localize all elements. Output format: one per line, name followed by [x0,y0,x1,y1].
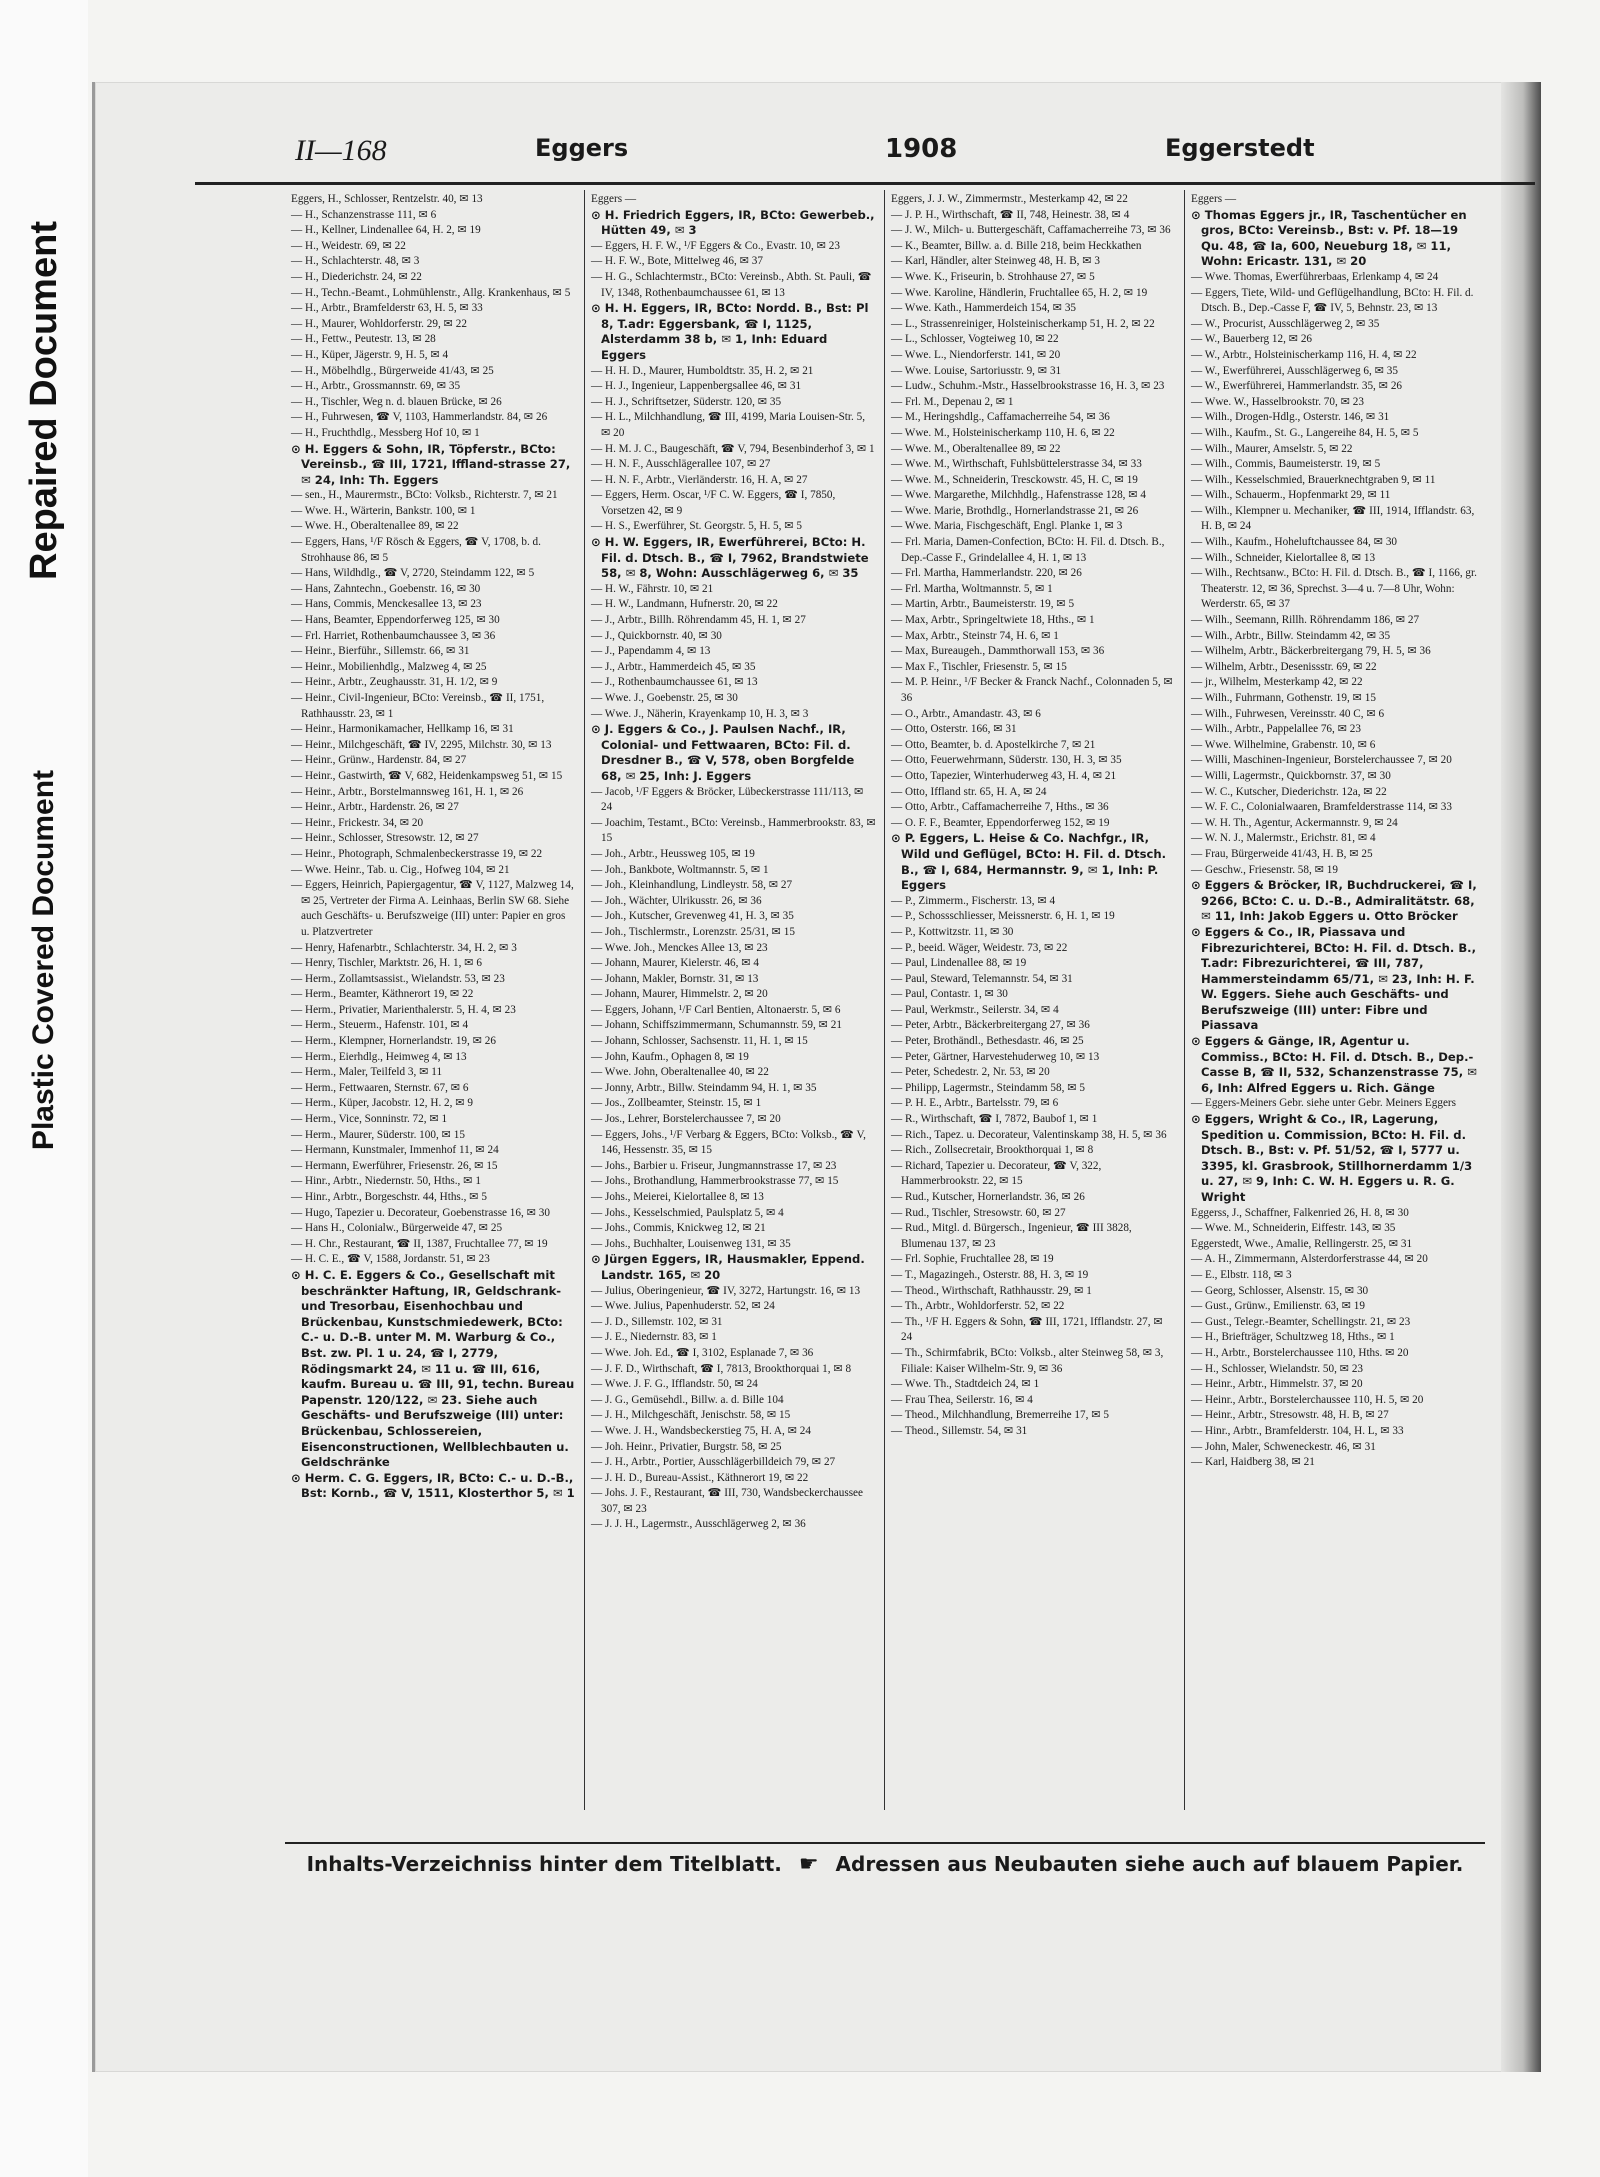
directory-entry: — Ludw., Schuhm.-Mstr., Hasselbrookstrasse 16, H. 3, ✉ 23 [891,380,1165,393]
directory-entry: — Rud., Tischler, Stresowstr. 60, ✉ 27 [891,1206,1066,1219]
directory-entry: — H., Arbtr., Borstelerchaussee 110, Hths. ✉ 20 [1191,1346,1409,1359]
directory-entry: — Wwe. Th., Stadtdeich 24, ✉ 1 [891,1378,1040,1391]
directory-entry: — sen., H., Maurermstr., BCto: Volksb., Richterstr. 7, ✉ 21 [291,489,558,502]
directory-entry: — Theod., Milchhandlung, Bremerreihe 17, ✉ 5 [891,1409,1109,1422]
directory-entry: — Wwe. Karoline, Händlerin, Fruchtallee 65, H. 2, ✉ 19 [891,286,1148,299]
directory-entry: — Heinr., Frickestr. 34, ✉ 20 [291,816,424,829]
directory-entry: — P., beeid. Wäger, Weidestr. 73, ✉ 22 [891,941,1068,954]
directory-entry: — W., Ewerführerei, Ausschlägerweg 6, ✉ 35 [1191,364,1398,377]
directory-entry: — Peter, Schedestr. 2, Nr. 53, ✉ 20 [891,1066,1050,1079]
directory-entry: — Wilh., Arbtr., Billw. Steindamm 42, ✉ 35 [1191,629,1391,642]
directory-entry: — Paul, Lindenallee 88, ✉ 19 [891,957,1027,970]
directory-entry: — Wwe. John, Oberaltenallee 40, ✉ 22 [591,1066,769,1079]
directory-entry: — Johs., Kesselschmied, Paulsplatz 5, ✉ 4 [591,1206,784,1219]
directory-entry: — Wilh., Klempner u. Mechaniker, ☎ III, 1914, Ifflandstr. 63, H. B, ✉ 24 [1191,504,1475,533]
firm-entry: ⊙ H. H. Eggers, IR, BCto: Nordd. B., Bst: Pl 8, T.adr: Eggersbank, ☎ I, 1125, Alsterdamm 38 b, ✉ 1, Inh: Eduard Eggers [591,301,869,362]
directory-entry: — H., Schlosser, Wielandstr. 50, ✉ 23 [1191,1362,1364,1375]
directory-entry: Eggers, H., Schlosser, Rentzelstr. 40, ✉ 13 [291,193,483,205]
directory-entry: — W., Arbtr., Holsteinischerkamp 116, H. 4, ✉ 22 [1191,348,1417,361]
header-left-word: Eggers [535,134,629,162]
directory-entry: — Otto, Osterstr. 166, ✉ 31 [891,723,1017,736]
directory-entry: — Paul, Contastr. 1, ✉ 30 [891,988,1008,1001]
directory-entry: — Joh., Kleinhandlung, Lindleystr. 58, ✉ 27 [591,879,793,892]
directory-entry: — E., Elbstr. 118, ✉ 3 [1191,1268,1292,1281]
directory-entry: — Johs., Buchhalter, Louisenweg 131, ✉ 35 [591,1237,791,1250]
directory-entry: — J., Rothenbaumchaussee 61, ✉ 13 [591,676,758,689]
directory-entry: — Hinr., Arbtr., Bramfelderstr. 104, H. L, ✉ 33 [1191,1424,1404,1437]
directory-entry: — J., Quickbornstr. 40, ✉ 30 [591,629,722,642]
directory-entry: — J. H. D., Bureau-Assist., Käthnerort 19, ✉ 22 [591,1471,809,1484]
directory-entry: — Herm., Maler, Teilfeld 3, ✉ 11 [291,1066,443,1079]
directory-entry: — H. N. F., Arbtr., Vierländerstr. 16, H. A, ✉ 27 [591,473,808,486]
directory-entry: — J., Arbtr., Billh. Röhrendamm 45, H. 1, ✉ 27 [591,614,806,627]
directory-entry: — A. H., Zimmermann, Alsterdorferstrasse 44, ✉ 20 [1191,1253,1428,1266]
directory-entry: — Paul, Steward, Telemannstr. 54, ✉ 31 [891,972,1073,985]
firm-entry: ⊙ Jürgen Eggers, IR, Hausmakler, Eppend. Landstr. 165, ✉ 20 [591,1252,865,1282]
directory-entry: — Wwe. Joh. Ed., ☎ I, 3102, Esplanade 7, ✉ 36 [591,1346,814,1359]
directory-entry: — Wwe. Heinr., Tab. u. Cig., Hofweg 104, ✉ 21 [291,863,510,876]
directory-entry: — O. F. F., Beamter, Eppendorferweg 152, ✉ 19 [891,816,1110,829]
directory-entry: — Max, Arbtr., Springeltwiete 18, Hths., ✉ 1 [891,614,1095,627]
directory-entry: — Wwe. K., Friseurin, b. Strohhause 27, ✉ 5 [891,270,1095,283]
directory-entry: — Wilh., Rechtsanw., BCto: H. Fil. d. Dtsch. B., ☎ I, 1166, gr. Theaterstr. 12, ✉ 36, Sprechst. 3—4 u. 7—8 Uhr, Wohn: Werderstr. 65, ✉ 37 [1191,567,1477,611]
firm-entry: ⊙ Herm. C. G. Eggers, IR, BCto: C.- u. D.-B., Bst: Kornb., ☎ V, 1511, Klosterthor 5, ✉ 1 [291,1470,575,1501]
directory-entry: — J., Papendamm 4, ✉ 13 [591,645,711,658]
directory-entry: — Willi, Lagermstr., Quickbornstr. 37, ✉ 30 [1191,769,1391,782]
scanned-page [92,82,1541,2072]
directory-entry: — H., Kellner, Lindenallee 64, H. 2, ✉ 19 [291,224,481,237]
directory-entry: — Eggers-Meiners Gebr. siehe unter Gebr. Meiners Eggers [1191,1097,1457,1110]
directory-entry: — H., Schlachterstr. 48, ✉ 3 [291,255,420,268]
page-footer [285,1842,1485,1877]
directory-entry: — H., Tischler, Weg n. d. blauen Brücke, ✉ 26 [291,395,502,408]
directory-entry: — J. G., Gemüsehdl., Billw. a. d. Bille 104 [591,1393,784,1406]
directory-entry: — Johann, Maurer, Kielerstr. 46, ✉ 4 [591,957,760,970]
directory-entry: — Herm., Maurer, Süderstr. 100, ✉ 15 [291,1128,465,1141]
directory-entry: — Hans, Commis, Menckesallee 13, ✉ 23 [291,598,482,611]
page-header [195,124,1535,185]
directory-entry: — H., Möbelhdlg., Bürgerweide 41/43, ✉ 25 [291,364,494,377]
page-number: II—168 [295,134,387,167]
directory-entry: — J. H., Milchgeschäft, Jenischstr. 58, ✉ 15 [591,1409,791,1422]
plastic-covered-label [4,690,84,1230]
directory-entry: — Wwe. H., Wärterin, Bankstr. 100, ✉ 1 [291,504,476,517]
directory-entry: — Herm., Küper, Jacobstr. 12, H. 2, ✉ 9 [291,1097,473,1110]
directory-entry: — Wwe. M., Schneiderin, Eiffestr. 143, ✉ 35 [1191,1222,1396,1235]
directory-entry: — Johs., Barbier u. Friseur, Jungmannstrasse 17, ✉ 23 [591,1159,837,1172]
directory-entry: — Otto, Tapezier, Winterhuderweg 43, H. 4, ✉ 21 [891,769,1117,782]
directory-entry: — Eggers, Johann, ¹/F Carl Bentien, Altonaerstr. 5, ✉ 6 [591,1003,841,1016]
directory-entry: — Herm., Eierhdlg., Heimweg 4, ✉ 13 [291,1050,467,1063]
directory-entry: — Wilh., Fuhrmann, Gothenstr. 19, ✉ 15 [1191,692,1376,704]
directory-entry: — H., Diederichstr. 24, ✉ 22 [291,270,422,283]
directory-entry: — Wwe. Thomas, Ewerführerbaas, Erlenkamp 4, ✉ 24 [1191,270,1439,283]
directory-entry: — Joh., Kutscher, Grevenweg 41, H. 3, ✉ 35 [591,910,794,923]
directory-entry: — W. N. J., Malermstr., Erichstr. 81, ✉ 4 [1191,832,1376,845]
directory-entry: — Joh., Wächter, Ulrikusstr. 26, ✉ 36 [591,894,762,907]
directory-entry: — Theod., Sillemstr. 54, ✉ 31 [891,1424,1028,1437]
directory-entry: — Martin, Arbtr., Baumeisterstr. 19, ✉ 5 [891,598,1075,611]
directory-entry: — Herm., Vice, Sonninstr. 72, ✉ 1 [291,1113,448,1126]
directory-entry: — Henry, Hafenarbtr., Schlachterstr. 34, H. 2, ✉ 3 [291,941,517,954]
directory-entry: — Hugo, Tapezier u. Decorateur, Goebenstrasse 16, ✉ 30 [291,1206,550,1219]
directory-entry: — H., Küper, Jägerstr. 9, H. 5, ✉ 4 [291,348,449,361]
directory-entry: — P., Schossschliesser, Meissnerstr. 6, H. 1, ✉ 19 [891,910,1115,923]
directory-entry: — Frau Thea, Seilerstr. 16, ✉ 4 [891,1393,1033,1406]
footer-index-note: Inhalts-Verzeichniss hinter dem Titelblatt. [306,1852,782,1876]
directory-entry: — Hinr., Arbtr., Borgeschstr. 44, Hths., ✉ 5 [291,1191,487,1203]
directory-entry: — Georg, Schlosser, Alsenstr. 15, ✉ 30 [1191,1284,1369,1297]
directory-entry: — Johs. J. F., Restaurant, ☎ III, 730, Wandsbeckerchaussee 307, ✉ 23 [591,1487,863,1515]
directory-entry: — H. C. E., ☎ V, 1588, Jordanstr. 51, ✉ 23 [291,1253,490,1266]
directory-entry: — Heinr., Civil-Ingenieur, BCto: Vereinsb., ☎ II, 1751, Rathhausstr. 23, ✉ 1 [291,692,545,720]
directory-entry: — Heinr., Schlosser, Stresowstr. 12, ✉ 27 [291,832,479,845]
directory-entry: — Wilh., Kaufm., St. G., Langereihe 84, H. 5, ✉ 5 [1191,426,1419,439]
directory-entry: — Jonny, Arbtr., Billw. Steindamm 94, H. 1, ✉ 35 [591,1081,817,1094]
directory-entry: — Hinr., Arbtr., Niedernstr. 50, Hths., ✉ 1 [291,1175,481,1188]
directory-entry: — Otto, Iffland str. 65, H. A, ✉ 24 [891,785,1047,798]
directory-entry: — H. H. D., Maurer, Humboldtstr. 35, H. 2, ✉ 21 [591,364,814,377]
directory-entry: — W. F. C., Colonialwaaren, Bramfelderstrasse 114, ✉ 33 [1191,801,1452,814]
firm-entry: ⊙ H. Eggers & Sohn, IR, Töpferstr., BCto: Vereinsb., ☎ III, 1721, Iffland-strasse 27, ✉ 24, Inh: Th. Eggers [291,441,571,487]
directory-entry: — Henry, Tischler, Marktstr. 26, H. 1, ✉ 6 [291,957,482,970]
directory-entry: — Heinr., Arbtr., Zeughausstr. 31, H. 1/2, ✉ 9 [291,676,498,689]
directory-entry: — Max F., Tischler, Friesenstr. 5, ✉ 15 [891,660,1067,673]
directory-entry: — Rich., Tapez. u. Decorateur, Valentinskamp 38, H. 5, ✉ 36 [891,1128,1167,1141]
directory-entry: — Heinr., Arbtr., Borstelerchaussee 110, H. 5, ✉ 20 [1191,1393,1424,1406]
directory-entry: — John, Maler, Schweneckestr. 46, ✉ 31 [1191,1440,1376,1453]
directory-entry: — H., Briefträger, Schultzweg 18, Hths., ✉ 1 [1191,1331,1395,1344]
directory-entry: — Julius, Oberingenieur, ☎ IV, 3272, Hartungstr. 16, ✉ 13 [591,1284,861,1297]
directory-entry: — Max, Bureaugeh., Dammthorwall 153, ✉ 36 [891,645,1105,658]
footer-new-buildings-note: Adressen aus Neubauten siehe auch auf blauem Papier. [835,1852,1464,1876]
directory-entry: — H. S., Ewerführer, St. Georgstr. 5, H. 5, ✉ 5 [591,520,803,533]
directory-entry: — Rud., Kutscher, Hornerlandstr. 36, ✉ 26 [891,1191,1085,1203]
directory-entry: — Eggers, Herm. Oscar, ¹/F C. W. Eggers, ☎ I, 7850, Vorsetzen 42, ✉ 9 [591,489,836,517]
directory-entry: — Hermann, Kunstmaler, Immenhof 11, ✉ 24 [291,1144,499,1157]
directory-entry: — Wwe. Margarethe, Milchhdlg., Hafenstrasse 128, ✉ 4 [891,489,1147,502]
directory-entry: — Wilh., Arbtr., Pappelallee 76, ✉ 23 [1191,723,1361,736]
column-3 [885,190,1185,1810]
directory-entry: — W., Ewerführerei, Hammerlandstr. 35, ✉ 26 [1191,380,1403,393]
directory-entry: — J. E., Niedernstr. 83, ✉ 1 [591,1331,717,1344]
directory-entry: — Karl, Haidberg 38, ✉ 21 [1191,1456,1315,1469]
directory-entry: — W., Bauerberg 12, ✉ 26 [1191,333,1313,346]
directory-entry: — Heinr., Arbtr., Himmelstr. 37, ✉ 20 [1191,1378,1363,1391]
directory-entry: — Wilh., Commis, Baumeisterstr. 19, ✉ 5 [1191,458,1381,471]
directory-entry: — Jacob, ¹/F Eggers & Bröcker, Lübeckerstrasse 111/113, ✉ 24 [591,785,864,814]
directory-entry: — Otto, Arbtr., Caffamacherreihe 7, Hths., ✉ 36 [891,801,1109,814]
directory-entry: — K., Beamter, Billw. a. d. Bille 218, beim Heckkathen [891,239,1142,252]
directory-entry: — Eggers, H. F. W., ¹/F Eggers & Co., Evastr. 10, ✉ 23 [591,239,840,252]
directory-entry: — Heinr., Grünw., Hardenstr. 84, ✉ 27 [291,754,467,767]
column-2 [585,190,885,1810]
firm-entry: ⊙ Thomas Eggers jr., IR, Taschentücher en gros, BCto: Vereinsb., Bst: v. Pf. 18—19 Qu. 48, ☎ Ia, 600, Neueburg 18, ✉ 11, Wohn: Ericastr. 131, ✉ 20 [1191,207,1467,269]
directory-entry: — Wwe. M., Wirthschaft, Fuhlsbüttelerstrasse 34, ✉ 33 [891,458,1142,471]
directory-entry: — Philipp, Lagermstr., Steindamm 58, ✉ 5 [891,1081,1085,1094]
directory-entry: — Herm., Fettwaaren, Sternstr. 67, ✉ 6 [291,1081,469,1094]
directory-entry: — H. J., Schriftsetzer, Süderstr. 120, ✉ 35 [591,395,782,408]
directory-entry: — Joachim, Testamt., BCto: Vereinsb., Hammerbrookstr. 83, ✉ 15 [591,816,876,845]
directory-entry: — Max, Arbtr., Steinstr 74, H. 6, ✉ 1 [891,629,1059,642]
directory-entry: — Joh., Bankbote, Woltmannstr. 5, ✉ 1 [591,863,769,876]
directory-entry: — Johann, Maurer, Himmelstr. 2, ✉ 20 [591,988,768,1001]
directory-entry: — J. P. H., Wirthschaft, ☎ II, 748, Heinestr. 38, ✉ 4 [891,208,1130,221]
directory-entry: — Th., Arbtr., Wohldorferstr. 52, ✉ 22 [891,1300,1065,1313]
column-1 [285,190,585,1810]
directory-entry: — Joh. Heinr., Privatier, Burgstr. 58, ✉ 25 [591,1440,782,1453]
directory-entry: — Rud., Mitgl. d. Bürgersch., Ingenieur, ☎ III 3828, Blumenau 137, ✉ 23 [891,1222,1132,1250]
directory-entry: — Wilh., Fuhrwesen, Vereinsstr. 40 C, ✉ 6 [1191,707,1385,720]
directory-entry: — H. N. F., Ausschlägerallee 107, ✉ 27 [591,458,771,471]
directory-entry: — Herm., Klempner, Hornerlandstr. 19, ✉ 26 [291,1035,496,1048]
left-margin [0,0,88,2177]
directory-entry: — Th., Schirmfabrik, BCto: Volksb., alter Steinweg 58, ✉ 3, Filiale: Kaiser Wilhelm-Str. 9, ✉ 36 [891,1346,1164,1375]
directory-entry: — Heinr., Arbtr., Stresowstr. 48, H. B, ✉ 27 [1191,1409,1389,1422]
directory-entry: — Frl. Martha, Hammerlandstr. 220, ✉ 26 [891,567,1082,580]
directory-entry: — H., Fruchthdlg., Messberg Hof 10, ✉ 1 [291,426,480,439]
directory-entry: — Heinr., Mobilienhdlg., Malzweg 4, ✉ 25 [291,660,487,673]
firm-entry: ⊙ P. Eggers, L. Heise & Co. Nachfgr., IR, Wild und Geflügel, BCto: H. Fil. d. Dtsch. B., ☎ I, 684, Hermannstr. 9, ✉ 1, Inh: P. Eggers [891,831,1167,893]
firm-entry: ⊙ H. W. Eggers, IR, Ewerführerei, BCto: H. Fil. d. Dtsch. B., ☎ I, 7962, Brandstwiete 58, ✉ 8, Wohn: Ausschlägerweg 6, ✉ 35 [591,535,869,581]
directory-entry: — Geschw., Friesenstr. 58, ✉ 19 [1191,863,1338,876]
directory-entry: — Wwe. J., Näherin, Krayenkamp 10, H. 3, ✉ 3 [591,707,809,720]
directory-entry: — Frl. Martha, Woltmannstr. 5, ✉ 1 [891,582,1053,595]
directory-entry: — L., Schlosser, Vogteiweg 10, ✉ 22 [891,333,1059,346]
directory-entry: — Wwe. Kath., Hammerdeich 154, ✉ 35 [891,302,1077,315]
directory-entry: — H. Chr., Restaurant, ☎ II, 1387, Fruchtallee 77, ✉ 19 [291,1237,548,1250]
directory-entry: — Johann, Schlosser, Sachsenstr. 11, H. 1, ✉ 15 [591,1035,808,1048]
directory-entry: — Johann, Makler, Bornstr. 31, ✉ 13 [591,972,759,985]
directory-entry: — Heinr., Harmonikamacher, Hellkamp 16, ✉ 31 [291,723,514,736]
directory-columns [285,190,1485,1810]
firm-entry: ⊙ J. Eggers & Co., J. Paulsen Nachf., IR, Colonial- und Fettwaaren, BCto: Fil. d. Dresdner B., ☎ V, 578, oben Borgfelde 68, ✉ 25, Inh: J. Eggers [591,722,855,783]
directory-entry: — Heinr., Arbtr., Borstelmannsweg 161, H. 1, ✉ 26 [291,785,524,798]
directory-entry: — Wilh., Schneider, Kielortallee 8, ✉ 13 [1191,551,1376,564]
directory-entry: — T., Magazingeh., Osterstr. 88, H. 3, ✉ 19 [891,1268,1089,1281]
directory-entry: — H. J., Ingenieur, Lappenbergsallee 46, ✉ 31 [591,380,802,393]
directory-entry: — J. F. D., Wirthschaft, ☎ I, 7813, Brookthorquai 1, ✉ 8 [591,1362,852,1375]
directory-entry: — O., Arbtr., Amandastr. 43, ✉ 6 [891,707,1041,720]
firm-entry: ⊙ Eggers & Co., IR, Piassava und Fibrezurichterei, BCto: H. Fil. d. Dtsch. B., T.adr: Fibrezurichterei, ☎ III, 787, Hammersteindamm 65/71, ✉ 23, Inh: H. F. W. Eggers. Siehe auch Geschäfts- und Berufszweige (III) unter: Fibre und Piassava [1191,924,1476,1033]
directory-entry: — Peter, Brothändl., Bethesdastr. 46, ✉ 25 [891,1035,1084,1048]
directory-entry: — jr., Wilhelm, Mesterkamp 42, ✉ 22 [1191,676,1363,689]
directory-entry: — Wilhelm, Arbtr., Desenissstr. 69, ✉ 22 [1191,660,1377,673]
header-right-word: Eggerstedt [1165,134,1315,162]
directory-entry: — Otto, Beamter, b. d. Apostelkirche 7, ✉ 21 [891,738,1096,751]
directory-entry: — M. P. Heinr., ¹/F Becker & Franck Nachf., Colonnaden 5, ✉ 36 [891,676,1173,704]
directory-entry: — H. G., Schlachtermstr., BCto: Vereinsb., Abth. St. Pauli, ☎ IV, 1348, Rothenbaumchaussee 61, ✉ 13 [591,270,872,299]
directory-entry: — H. M. J. C., Baugeschäft, ☎ V, 794, Besenbinderhof 3, ✉ 1 [591,442,875,455]
directory-entry: — Frl. Maria, Damen-Confection, BCto: H. Fil. d. Dtsch. B., Dep.-Casse F., Grindelallee 4, H. 1, ✉ 13 [891,536,1165,564]
directory-entry: — J. W., Milch- u. Buttergeschäft, Caffamacherreihe 73, ✉ 36 [891,224,1171,237]
directory-entry: — J. J. H., Lagermstr., Ausschlägerweg 2, ✉ 36 [591,1518,806,1531]
directory-entry: — H. L., Milchhandlung, ☎ III, 4199, Maria Louisen-Str. 5, ✉ 20 [591,411,866,439]
directory-entry: — Rich., Zollsecretair, Brookthorquai 1, ✉ 8 [891,1144,1094,1157]
directory-entry: — Peter, Gärtner, Harvestehuderweg 10, ✉ 13 [891,1050,1100,1063]
directory-entry: Eggerstedt, Wwe., Amalie, Rellingerstr. 25, ✉ 31 [1191,1237,1413,1250]
directory-entry: — Wwe. W., Hasselbrookstr. 70, ✉ 23 [1191,395,1364,408]
directory-entry: — Wilh., Kaufm., Hoheluftchaussee 84, ✉ 30 [1191,536,1398,549]
directory-entry: — W., Procurist, Ausschlägerweg 2, ✉ 35 [1191,317,1380,330]
directory-entry: — Eggers, Tiete, Wild- und Geflügelhandlung, BCto: H. Fil. d. Dtsch. B., Dep.-Casse F, ☎ IV, 5, Behnstr. 23, ✉ 13 [1191,286,1474,315]
directory-entry: — Wwe. Marie, Brothdlg., Hornerlandstrasse 21, ✉ 26 [891,504,1139,517]
directory-entry: — J., Arbtr., Hammerdeich 45, ✉ 35 [591,660,756,673]
directory-entry: Eggerss, J., Schaffner, Falkenried 26, H. 8, ✉ 30 [1191,1206,1409,1219]
directory-entry: — Th., ¹/F H. Eggers & Sohn, ☎ III, 1721, Ifflandstr. 27, ✉ 24 [891,1315,1163,1344]
directory-entry: — Hans, Zahntechn., Goebenstr. 16, ✉ 30 [291,582,481,595]
directory-entry: — Jos., Zollbeamter, Steinstr. 15, ✉ 1 [591,1097,762,1110]
directory-entry: — Wilh., Kesselschmied, Brauerknechtgraben 9, ✉ 11 [1191,473,1436,486]
directory-entry: — Gust., Telegr.-Beamter, Schellingstr. 21, ✉ 23 [1191,1315,1411,1328]
directory-entry: — Wwe. Maria, Fischgeschäft, Engl. Planke 1, ✉ 3 [891,520,1123,533]
directory-entry: — Heinr., Photograph, Schmalenbeckerstrasse 19, ✉ 22 [291,847,543,860]
directory-entry: — Herm., Beamter, Käthnerort 19, ✉ 22 [291,988,474,1001]
directory-entry: — Frl. Sophie, Fruchtallee 28, ✉ 19 [891,1253,1054,1266]
directory-entry: — W. H. Th., Agentur, Ackermannstr. 9, ✉ 24 [1191,816,1398,829]
firm-entry: ⊙ H. Friedrich Eggers, IR, BCto: Gewerbeb., Hütten 49, ✉ 3 [591,207,875,238]
directory-entry: — H., Weidestr. 69, ✉ 22 [291,239,406,252]
directory-entry: — Wilh., Seemann, Rillh. Röhrendamm 186, ✉ 27 [1191,614,1420,627]
directory-entry: — Wwe. J. H., Wandsbeckerstieg 75, H. A, ✉ 24 [591,1424,811,1437]
plastic-covered-text: Plastic Covered Document [27,769,60,1151]
directory-entry: — Johs., Meierei, Kielortallee 8, ✉ 13 [591,1191,764,1203]
directory-entry: — H., Maurer, Wohldorferstr. 29, ✉ 22 [291,317,467,330]
directory-entry: — Heinr., Bierführ., Sillemstr. 66, ✉ 31 [291,645,470,658]
directory-entry: — M., Heringshdlg., Caffamacherreihe 54, ✉ 36 [891,411,1110,424]
directory-entry: — Willi, Maschinen-Ingenieur, Borstelerchaussee 7, ✉ 20 [1191,754,1452,767]
directory-entry: — Heinr., Milchgeschäft, ☎ IV, 2295, Milchstr. 30, ✉ 13 [291,738,552,751]
directory-entry: — P., Zimmerm., Fischerstr. 13, ✉ 4 [891,894,1056,907]
directory-entry: — H., Fuhrwesen, ☎ V, 1103, Hammerlandstr. 84, ✉ 26 [291,411,548,424]
directory-entry: — Joh., Arbtr., Heussweg 105, ✉ 19 [591,847,755,860]
directory-entry: — Johs., Brothandlung, Hammerbrookstrasse 77, ✉ 15 [591,1175,839,1188]
directory-entry: — H. W., Fährstr. 10, ✉ 21 [591,582,714,595]
directory-entry: — Heinr., Gastwirth, ☎ V, 682, Heidenkampsweg 51, ✉ 15 [291,769,563,782]
column-4 [1185,190,1485,1810]
directory-entry: — L., Strassenreiniger, Holsteinischerkamp 51, H. 2, ✉ 22 [891,317,1155,330]
directory-entry: — Wwe. Julius, Papenhuderstr. 52, ✉ 24 [591,1300,775,1313]
directory-entry: — John, Kaufm., Ophagen 8, ✉ 19 [591,1050,749,1063]
header-year: 1908 [885,134,958,164]
directory-entry: — Gust., Grünw., Emilienstr. 63, ✉ 19 [1191,1300,1365,1313]
directory-entry: — Eggers, Heinrich, Papiergagentur, ☎ V, 1127, Malzweg 14, ✉ 25, Vertreter der Firma A. Leinhaas, Berlin SW 68. Siehe auch Geschäfts- u. Berufszweige (III) unter: Papier en gros u. Platzvertreter [291,879,574,938]
directory-entry: — Otto, Feuerwehrmann, Süderstr. 130, H. 3, ✉ 35 [891,754,1122,767]
directory-entry: — Herm., Zollamtsassist., Wielandstr. 53, ✉ 23 [291,972,505,985]
directory-entry: — Wwe. J., Goebenstr. 25, ✉ 30 [591,692,738,704]
directory-entry: Eggers — [591,193,637,205]
directory-entry: — Frl. M., Depenau 2, ✉ 1 [891,395,1014,408]
directory-entry: — H. W., Landmann, Hufnerstr. 20, ✉ 22 [591,598,778,611]
directory-page [195,124,1535,2024]
directory-entry: — R., Wirthschaft, ☎ I, 7872, Baubof 1, ✉ 1 [891,1113,1098,1126]
directory-entry: — Wwe. J. F. G., Ifflandstr. 50, ✉ 24 [591,1378,758,1391]
directory-entry: — Wwe. L., Niendorferstr. 141, ✉ 20 [891,348,1061,361]
directory-entry: Eggers, J. J. W., Zimmermstr., Mesterkamp 42, ✉ 22 [891,193,1128,205]
directory-entry: — Wwe. Wilhelmine, Grabenstr. 10, ✉ 6 [1191,738,1376,751]
directory-entry: — Wilh., Drogen-Hdlg., Osterstr. 146, ✉ 31 [1191,411,1390,424]
directory-entry: — H., Arbtr., Bramfelderstr 63, H. 5, ✉ 33 [291,302,483,315]
directory-entry: — Peter, Arbtr., Bäckerbreitergang 27, ✉ 36 [891,1019,1090,1032]
directory-entry: — P. H. E., Arbtr., Bartelsstr. 79, ✉ 6 [891,1097,1059,1110]
directory-entry: — Eggers, Johs., ¹/F Verbarg & Eggers, BCto: Volksb., ☎ V, 146, Hessenstr. 35, ✉ 15 [591,1128,866,1157]
directory-entry: — Frau, Bürgerweide 41/43, H. B, ✉ 25 [1191,847,1373,860]
directory-entry: — P., Kottwitzstr. 11, ✉ 30 [891,925,1014,938]
directory-entry: — Wwe. M., Holsteinischerkamp 110, H. 6, ✉ 22 [891,426,1115,439]
directory-entry: — W. C., Kutscher, Diederichstr. 12a, ✉ 22 [1191,785,1387,798]
directory-entry: — Herm., Steuerm., Hafenstr. 101, ✉ 4 [291,1019,469,1032]
directory-entry: — H., Schanzenstrasse 111, ✉ 6 [291,208,437,221]
directory-entry: — Wwe. M., Schneiderin, Tresckowstr. 45, H. C, ✉ 19 [891,473,1138,486]
directory-entry: — H., Fettw., Peutestr. 13, ✉ 28 [291,333,436,346]
directory-entry: — Wwe. Joh., Menckes Allee 13, ✉ 23 [591,941,768,954]
directory-entry: — Johs., Commis, Knickweg 12, ✉ 21 [591,1222,766,1235]
directory-entry: — Wwe. Louise, Sartoriusstr. 9, ✉ 31 [891,364,1062,377]
directory-entry: — Johann, Schiffszimmermann, Schumannstr. 59, ✉ 21 [591,1019,842,1032]
directory-entry: — Wwe. H., Oberaltenallee 89, ✉ 22 [291,520,459,533]
directory-entry: — Eggers, Hans, ¹/F Rösch & Eggers, ☎ V, 1708, b. d. Strohhause 86, ✉ 5 [291,536,541,564]
directory-entry: — Wilhelm, Arbtr., Bäckerbreitergang 79, H. 5, ✉ 36 [1191,645,1431,658]
directory-entry: — Karl, Händler, alter Steinweg 48, H. B, ✉ 3 [891,255,1101,268]
repaired-document-label [4,120,84,680]
directory-entry: — J. D., Sillemstr. 102, ✉ 31 [591,1315,723,1328]
directory-entry: — Richard, Tapezier u. Decorateur, ☎ V, 322, Hammerbrookstr. 22, ✉ 15 [891,1159,1102,1188]
directory-entry: — Hans, Wildhdlg., ☎ V, 2720, Steindamm 122, ✉ 5 [291,567,535,580]
directory-entry: — Paul, Werkmstr., Seilerstr. 34, ✉ 4 [891,1003,1059,1016]
firm-entry: ⊙ H. C. E. Eggers & Co., Gesellschaft mit beschränkter Haftung, IR, Geldschrank- und Tresorbau, Eisenhochbau und Brückenbau, Kunstschmiedewerk, BCto: C.- u. D.-B. unter M. M. Warburg & Co., Bst. zw. Pl. 1 u. 24, ☎ I, 2779, Rödingsmarkt 24, ✉ 11 u. ☎ III, 616, kaufm. Bureau u. ☎ III, 91, techn. Bureau Papenstr. 120/122, ✉ 23. Siehe auch Geschäfts- und Berufszweige (III) unter: Brückenbau, Schlossereien, Eisenconstructionen, Wellblechbauten u. Geldschränke [291,1267,575,1470]
directory-entry: — Theod., Wirthschaft, Rathhausstr. 29, ✉ 1 [891,1284,1092,1297]
directory-entry: — Herm., Privatier, Marienthalerstr. 5, H. 4, ✉ 23 [291,1003,516,1016]
directory-entry: — Wilh., Schauerm., Hopfenmarkt 29, ✉ 11 [1191,489,1391,502]
directory-entry: — Joh., Tischlermstr., Lorenzstr. 25/31, ✉ 15 [591,925,795,938]
directory-entry: — Hermann, Ewerführer, Friesenstr. 26, ✉ 15 [291,1159,498,1172]
directory-entry: — Wwe. M., Oberaltenallee 89, ✉ 22 [891,442,1061,455]
repaired-document-text: Repaired Document [22,220,65,580]
directory-entry: — Jos., Lehrer, Borstelerchaussee 7, ✉ 20 [591,1113,781,1126]
pointing-hand-icon: ☛ [798,1852,819,1877]
directory-entry: — H., Techn.-Beamt., Lohmühlenstr., Allg. Krankenhaus, ✉ 5 [291,286,571,299]
directory-entry: — Wilh., Maurer, Amselstr. 5, ✉ 22 [1191,442,1353,455]
directory-entry: — Hans H., Colonialw., Bürgerweide 47, ✉ 25 [291,1222,503,1235]
firm-entry: ⊙ Eggers, Wright & Co., IR, Lagerung, Spedition u. Commission, BCto: H. Fil. d. Dtsch. B., Bst: v. Pf. 51/52, ☎ I, 5777 u. 3395, kl. Grasbrook, Stillhornerdamm 1/3 u. 27, ✉ 9, Inh: C. W. H. Eggers u. R. G. Wright [1191,1112,1473,1204]
directory-entry: Eggers — [1191,193,1237,205]
directory-entry: — H. F. W., Bote, Mittelweg 46, ✉ 37 [591,255,763,268]
firm-entry: ⊙ Eggers & Gänge, IR, Agentur u. Commiss., BCto: H. Fil. d. Dtsch. B., Dep.-Casse B, ☎ II, 532, Schanzenstrasse 75, ✉ 6, Inh: Alfred Eggers u. Rich. Gänge [1191,1034,1477,1095]
directory-entry: — H., Arbtr., Grossmannstr. 69, ✉ 35 [291,380,461,393]
directory-entry: — Heinr., Arbtr., Hardenstr. 26, ✉ 27 [291,801,459,814]
firm-entry: ⊙ Eggers & Bröcker, IR, Buchdruckerei, ☎ I, 9266, BCto: C. u. D.-B., Admiralitätstr. 68, ✉ 11, Inh: Jakob Eggers u. Otto Bröcker [1191,878,1477,924]
directory-entry: — Hans, Beamter, Eppendorferweg 125, ✉ 30 [291,614,500,627]
directory-entry: — J. H., Arbtr., Portier, Ausschlägerbilldeich 79, ✉ 27 [591,1456,836,1469]
directory-entry: — Frl. Harriet, Rothenbaumchaussee 3, ✉ 36 [291,629,496,642]
